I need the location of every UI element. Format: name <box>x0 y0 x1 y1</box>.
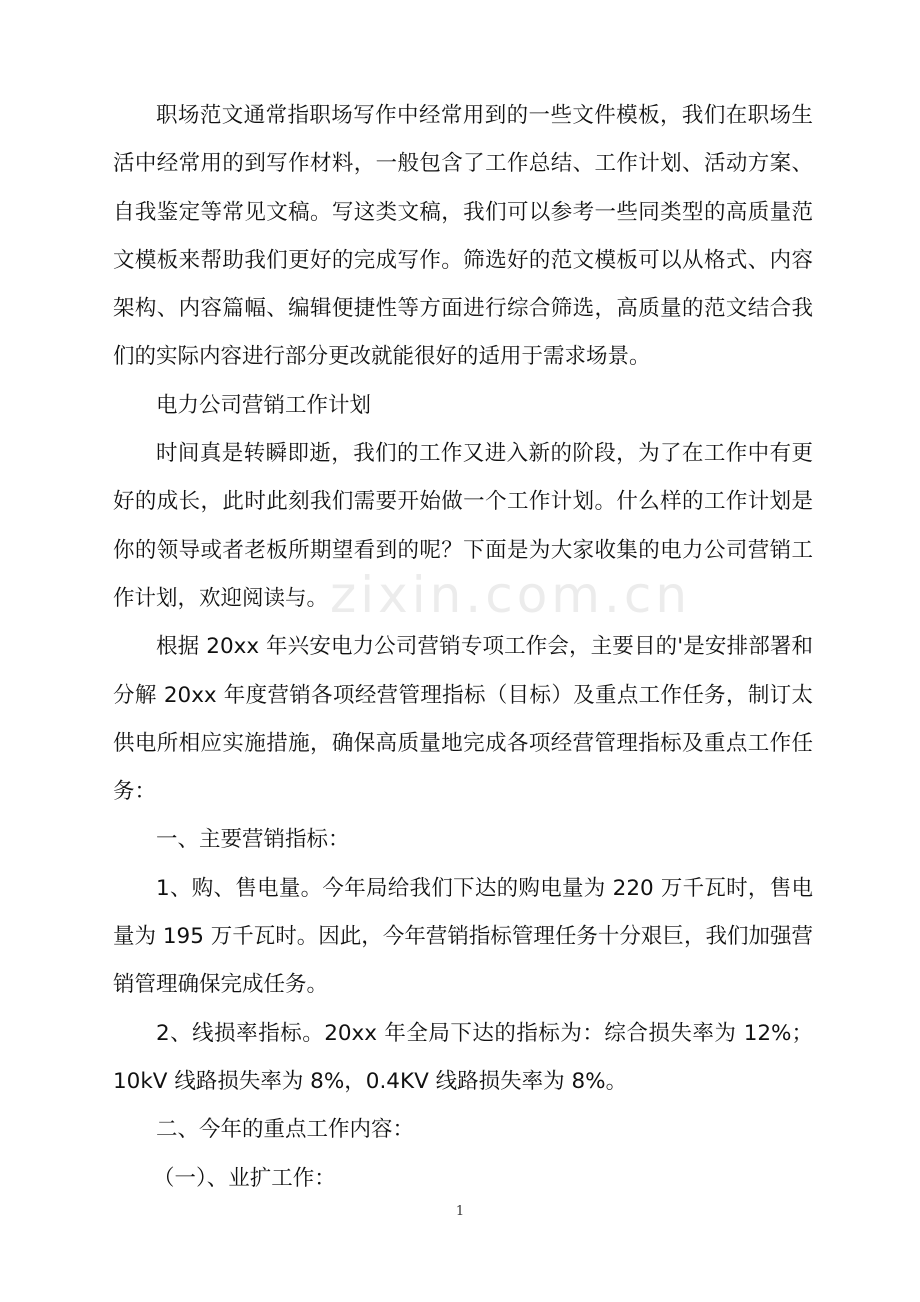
watermark: zixin.com.cn <box>330 566 692 624</box>
item-2-paragraph: 2、线损率指标。20xx 年全局下达的指标为：综合损失率为 12%；10kV 线路损失率为 8%，0.4KV 线路损失率为 8%。 <box>113 1020 813 1094</box>
lead-paragraph: 时间真是转瞬即逝，我们的工作又进入新的阶段，为了在工作中有更好的成长，此时此刻我们需要开始做一个工作计划。什么样的工作计划是你的领导或者老板所期望看到的呢？下面是为大家收集的电力公司营销工作计划，欢迎阅读与。 <box>113 441 813 611</box>
intro-paragraph: 职场范文通常指职场写作中经常用到的一些文件模板，我们在职场生活中经常用的到写作材料，一般包含了工作总结、工作计划、活动方案、自我鉴定等常见文稿。写这类文稿，我们可以参考一些同类型的高质量范文模板来帮助我们更好的完成写作。筛选好的范文模板可以从格式、内容架构、内容篇幅、编辑便捷性等方面进行综合筛选，高质量的范文结合我们的实际内容进行部分更改就能很好的适用于需求场景。 <box>113 103 813 370</box>
section-heading-1: 一、主要营销指标： <box>156 827 350 853</box>
document-body <box>113 92 813 1203</box>
basis-paragraph: 根据 20xx 年兴安电力公司营销专项工作会，主要目的'是安排部署和分解 20xx 年度营销各项经营管理指标（目标）及重点工作任务，制订太供电所相应实施措施，确保高质量地完成各项经营管理指标及重点工作任务： <box>113 634 813 805</box>
page-number: 1 <box>455 1204 465 1219</box>
item-1-paragraph: 1、购、售电量。今年局给我们下达的购电量为 220 万千瓦时，售电量为 195 万千瓦时。因此，今年营销指标管理任务十分艰巨，我们加强营销管理确保完成任务。 <box>113 875 813 998</box>
section-heading-2: 二、今年的重点工作内容： <box>156 1117 415 1143</box>
subsection-heading-1: （一）、业扩工作： <box>153 1165 336 1191</box>
document-title: 电力公司营销工作计划 <box>156 392 372 418</box>
